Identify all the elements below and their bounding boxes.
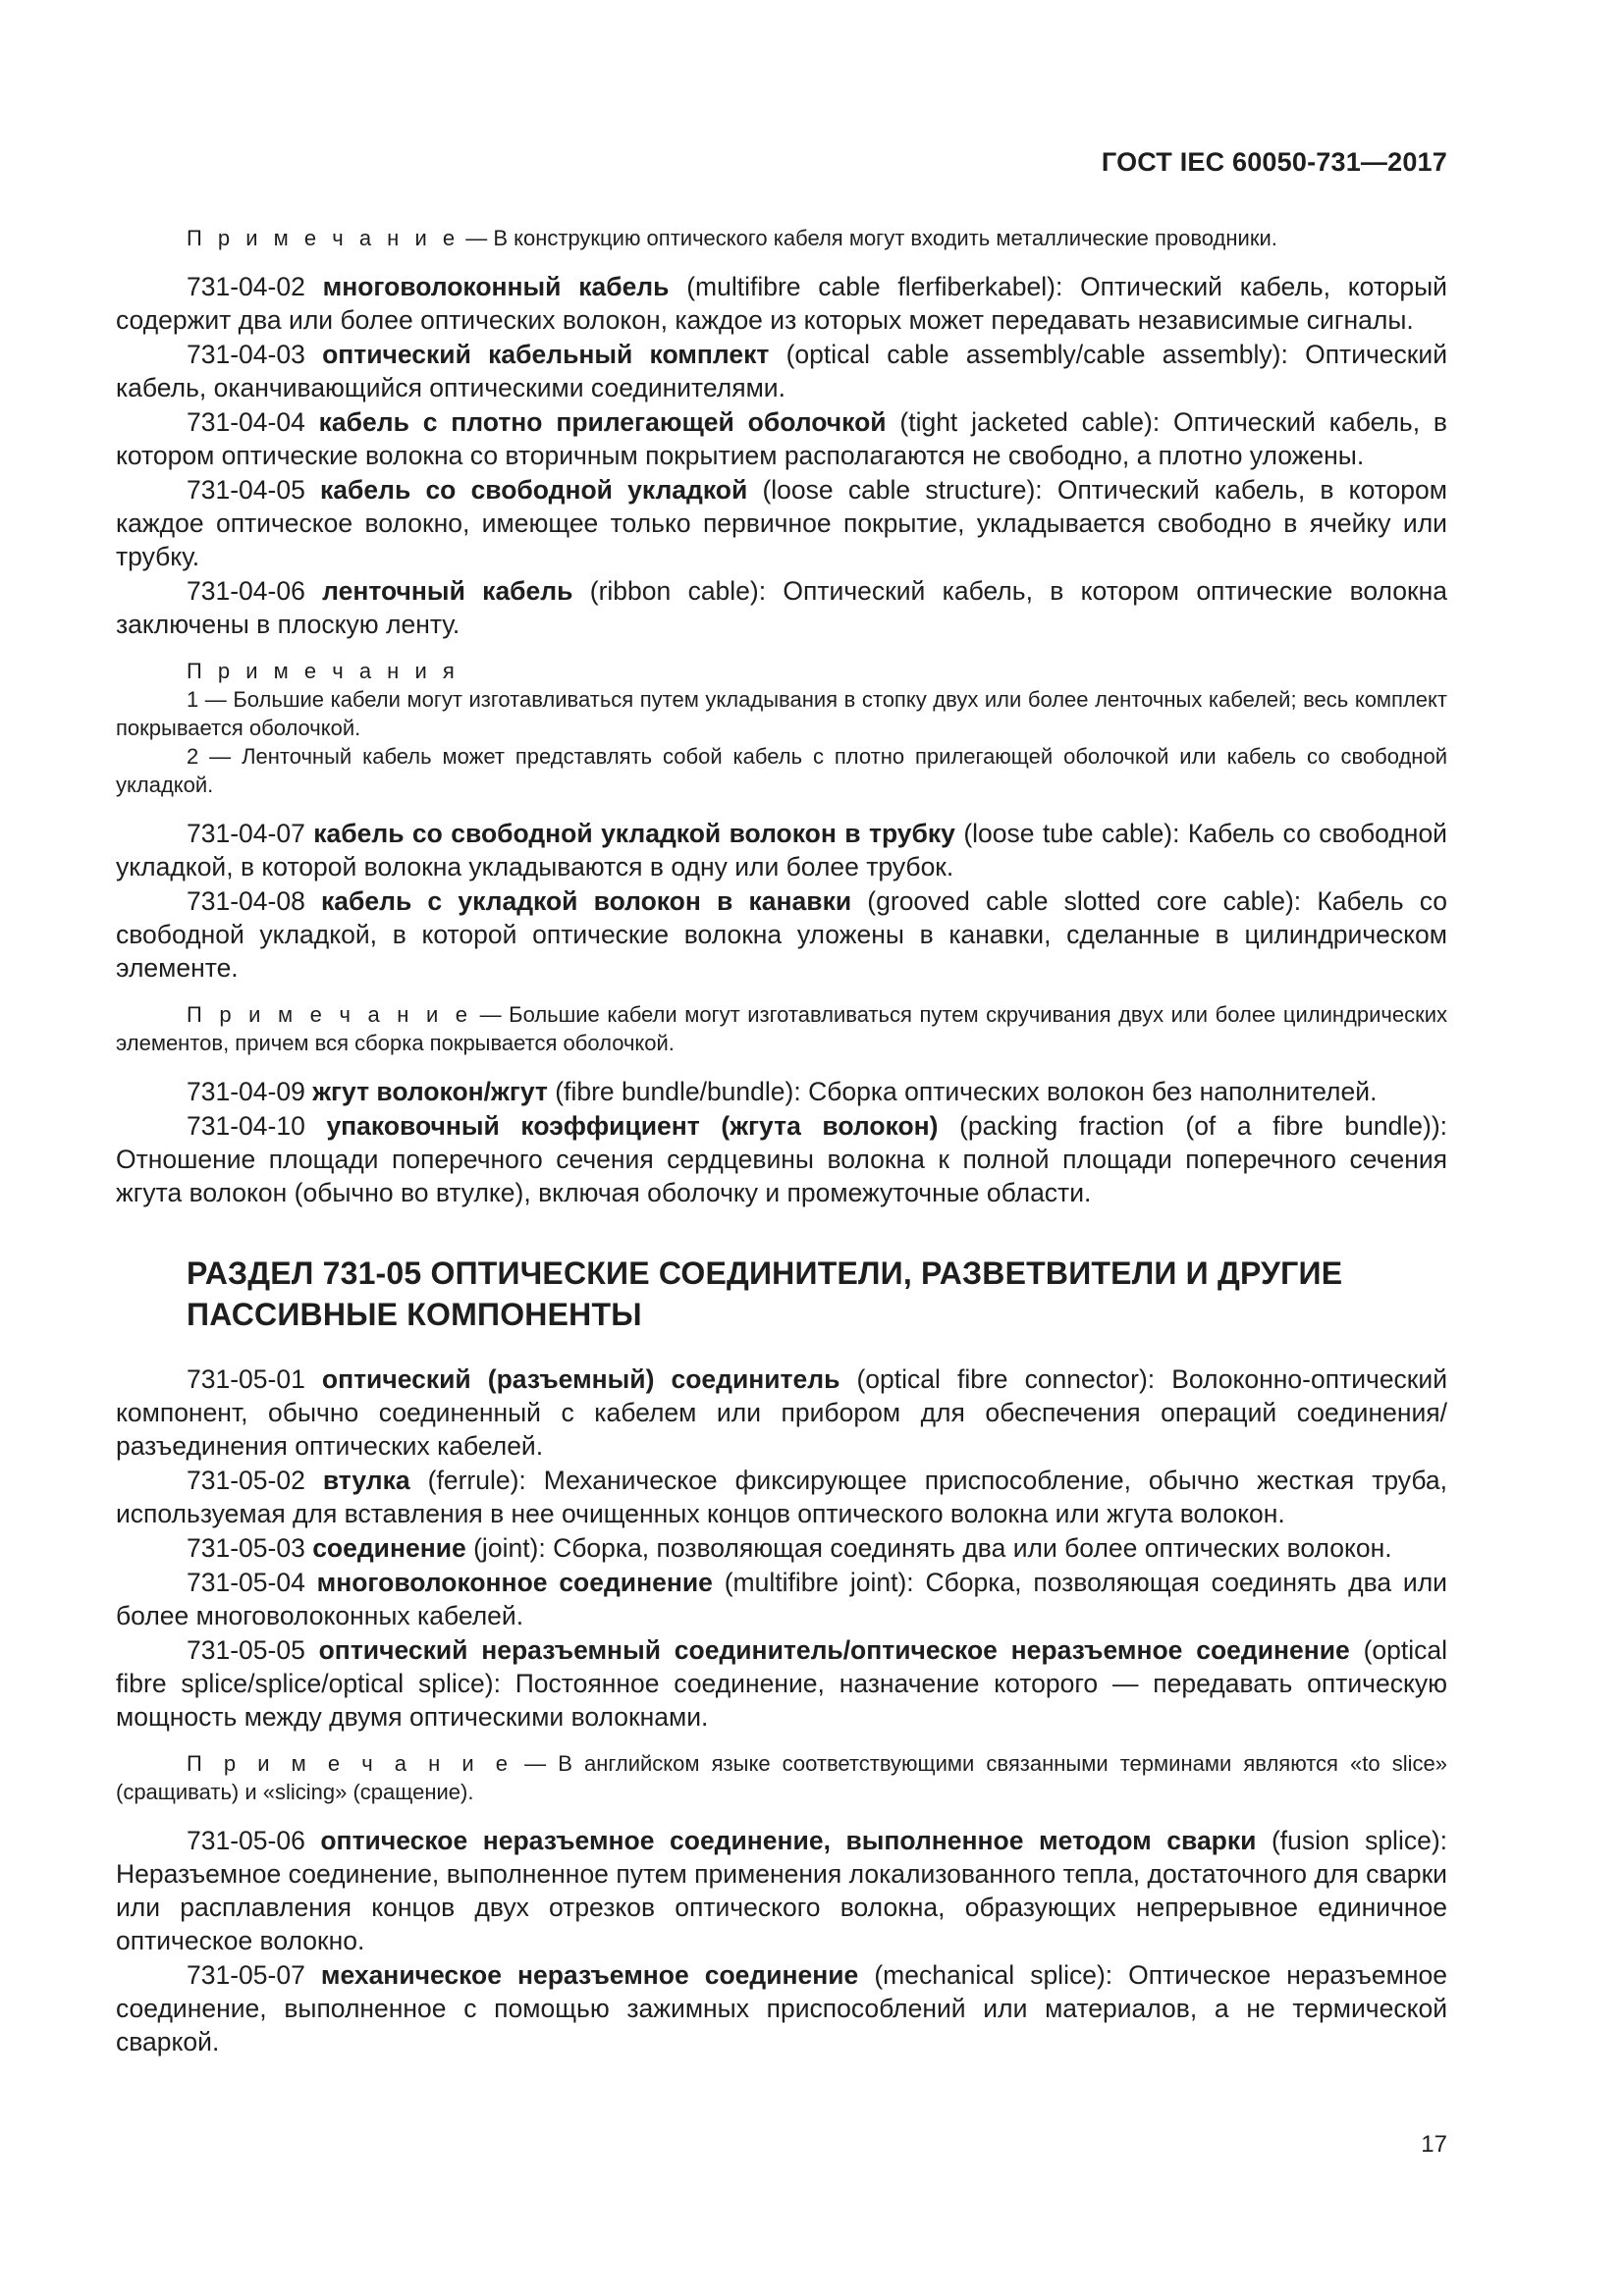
- term-definition: (joint): Сборка, позволяющая соединять два или более оптических волокон.: [465, 1533, 1392, 1563]
- notes-block: [116, 657, 1447, 799]
- term-code: 731-05-04: [187, 1568, 317, 1597]
- term-name: втулка: [322, 1466, 410, 1495]
- section-title: РАЗДЕЛ 731-05 ОПТИЧЕСКИЕ СОЕДИНИТЕЛИ, РАЗВЕТВИТЕЛИ И ДРУГИЕ ПАССИВНЫЕ КОМПОНЕНТЫ: [187, 1255, 1343, 1332]
- term-code: 731-04-05: [187, 475, 321, 505]
- term-name: механическое неразъемное соединение: [320, 1960, 859, 1990]
- term-name: кабель со свободной укладкой волокон в трубку: [313, 819, 955, 848]
- term-code: 731-04-09: [187, 1077, 313, 1106]
- term-entry: [116, 884, 1447, 985]
- term-entry: [116, 1531, 1447, 1565]
- term-entry: [116, 817, 1447, 883]
- document-header: ГОСТ IEC 60050-731—2017: [1101, 147, 1447, 177]
- term-entry: [116, 1958, 1447, 2058]
- term-code: 731-05-01: [187, 1364, 322, 1394]
- term-code: 731-05-06: [187, 1826, 321, 1855]
- note-label: П р и м е ч а н и е: [187, 226, 460, 250]
- term-name: оптическое неразъемное соединение, выполненное методом сварки: [320, 1826, 1257, 1855]
- term-definition: (optical fibre splice/splice/optical splice): Постоянное соединение, назначение которого — передавать оптическую мощность между двумя оптическими волокнами.: [116, 1635, 1448, 1732]
- term-definition: (multifibre cable flerfiberkabel): Оптический кабель, который содержит два или более оптических волокон, каждое из которых может передавать независимые сигналы.: [116, 272, 1447, 335]
- term-entry: [116, 338, 1447, 404]
- term-code: 731-05-03: [187, 1533, 313, 1563]
- term-code: 731-04-03: [187, 340, 323, 369]
- term-entry: [116, 574, 1447, 641]
- note-label: П р и м е ч а н и е: [187, 1751, 513, 1776]
- term-name: упаковочный коэффициент (жгута волокон): [326, 1111, 939, 1141]
- term-entry: [116, 1075, 1447, 1108]
- term-definition: (grooved cable slotted core cable): Кабель со свободной укладкой, в которой оптические волокна уложены в канавки, сделанные в цилиндрическом элементе.: [116, 886, 1447, 983]
- note-top: [116, 224, 1447, 252]
- note-d: [116, 1749, 1447, 1806]
- term-definition: (tight jacketed cable): Оптический кабель, в котором оптические волокна со вторичным покрытием располагаются не свободно, а плотно уложены.: [116, 407, 1447, 470]
- page-number: 17: [1421, 2131, 1447, 2158]
- entries-group-b: [116, 817, 1447, 985]
- note-text: — В английском языке соответствующими связанными терминами являются «to slice» (сращивать) и «slicing» (сращение).: [116, 1751, 1447, 1804]
- note-b: [116, 1000, 1447, 1057]
- term-entry: [116, 1362, 1447, 1463]
- term-code: 731-05-07: [187, 1960, 321, 1990]
- term-code: 731-04-07: [187, 819, 314, 848]
- term-name: кабель со свободной укладкой: [320, 475, 748, 505]
- term-name: жгут волокон/жгут: [312, 1077, 548, 1106]
- term-definition: (mechanical splice): Оптическое неразъемное соединение, выполненное с помощью зажимных приспособлений или материалов, а не термической сваркой.: [116, 1960, 1447, 2056]
- term-name: оптический кабельный комплект: [322, 340, 770, 369]
- note-text: — Большие кабели могут изготавливаться путем скручивания двух или более цилиндрических элементов, причем вся сборка покрывается оболочкой.: [116, 1002, 1447, 1055]
- note-item: 1 — Большие кабели могут изготавливаться путем укладывания в стопку двух или более ленточных кабелей; весь комплект покрывается оболочкой.: [116, 687, 1447, 740]
- term-definition: (optical cable assembly/cable assembly): Оптический кабель, оканчивающийся оптическими соединителями.: [116, 340, 1447, 402]
- term-entry: [116, 473, 1447, 573]
- term-entry: [116, 405, 1447, 472]
- term-code: 731-04-10: [187, 1111, 327, 1141]
- term-name: соединение: [312, 1533, 466, 1563]
- term-name: многоволоконный кабель: [322, 272, 670, 301]
- term-code: 731-04-06: [187, 576, 323, 606]
- term-definition: (ferrule): Механическое фиксирующее приспособление, обычно жесткая труба, используемая для вставления в нее очищенных концов оптического волокна или жгута волокон.: [116, 1466, 1447, 1528]
- entries-group-e: [116, 1824, 1447, 2058]
- term-entry: [116, 1566, 1447, 1632]
- term-definition: (ribbon cable): Оптический кабель, в котором оптические волокна заключены в плоскую ленту.: [116, 576, 1447, 639]
- term-code: 731-05-05: [187, 1635, 319, 1665]
- note-text: — В конструкцию оптического кабеля могут входить металлические проводники.: [460, 226, 1277, 250]
- term-name: кабель с плотно прилегающей оболочкой: [318, 407, 887, 437]
- term-name: ленточный кабель: [322, 576, 573, 606]
- term-name: многоволоконное соединение: [316, 1568, 713, 1597]
- term-definition: (loose cable structure): Оптический кабель, в котором каждое оптическое волокно, имеющее только первичное покрытие, укладывается свободно в ячейку или трубку.: [116, 475, 1447, 571]
- term-definition: (loose tube cable): Кабель со свободной укладкой, в которой волокна укладываются в одну или более трубок.: [116, 819, 1447, 881]
- term-definition: (optical fibre connector): Волоконно-оптический компонент, обычно соединенный с кабелем или прибором для обеспечения операций соединения/разъединения оптических кабелей.: [116, 1364, 1448, 1461]
- term-code: 731-04-02: [187, 272, 323, 301]
- term-entry: [116, 1109, 1447, 1209]
- note-item: 2 — Ленточный кабель может представлять собой кабель с плотно прилегающей оболочкой или кабель со свободной укладкой.: [116, 744, 1447, 797]
- term-name: оптический неразъемный соединитель/оптическое неразъемное соединение: [318, 1635, 1350, 1665]
- term-definition: (packing fraction (of a fibre bundle)): Отношение площади поперечного сечения сердцевины волокна к полной площади поперечного сечения жгута волокон (обычно во втулке), включая оболочку и промежуточные области.: [116, 1111, 1448, 1207]
- entries-group-a: [116, 270, 1447, 641]
- notes-label: П р и м е ч а н и я: [187, 659, 460, 683]
- term-code: 731-04-08: [187, 886, 321, 916]
- note-label: П р и м е ч а н и е: [187, 1002, 473, 1027]
- term-entry: [116, 1824, 1447, 1957]
- term-code: 731-04-04: [187, 407, 319, 437]
- term-name: кабель с укладкой волокон в канавки: [321, 886, 852, 916]
- term-entry: [116, 270, 1447, 337]
- entries-group-d: [116, 1362, 1447, 1734]
- page-content: [116, 224, 1447, 2058]
- term-entry: [116, 1464, 1447, 1530]
- term-definition: (fusion splice): Неразъемное соединение, выполненное путем применения локализованного тепла, достаточного для сварки или расплавления концов двух отрезков оптического волокна, образующих непрерывное единичное оптическое волокно.: [116, 1826, 1448, 1955]
- term-name: оптический (разъемный) соединитель: [321, 1364, 840, 1394]
- term-code: 731-05-02: [187, 1466, 323, 1495]
- entries-group-c: [116, 1075, 1447, 1209]
- term-definition: (fibre bundle/bundle): Сборка оптических волокон без наполнителей.: [547, 1077, 1378, 1106]
- term-definition: (multifibre joint): Сборка, позволяющая соединять два или более многоволоконных кабелей.: [116, 1568, 1447, 1630]
- term-entry: [116, 1633, 1447, 1734]
